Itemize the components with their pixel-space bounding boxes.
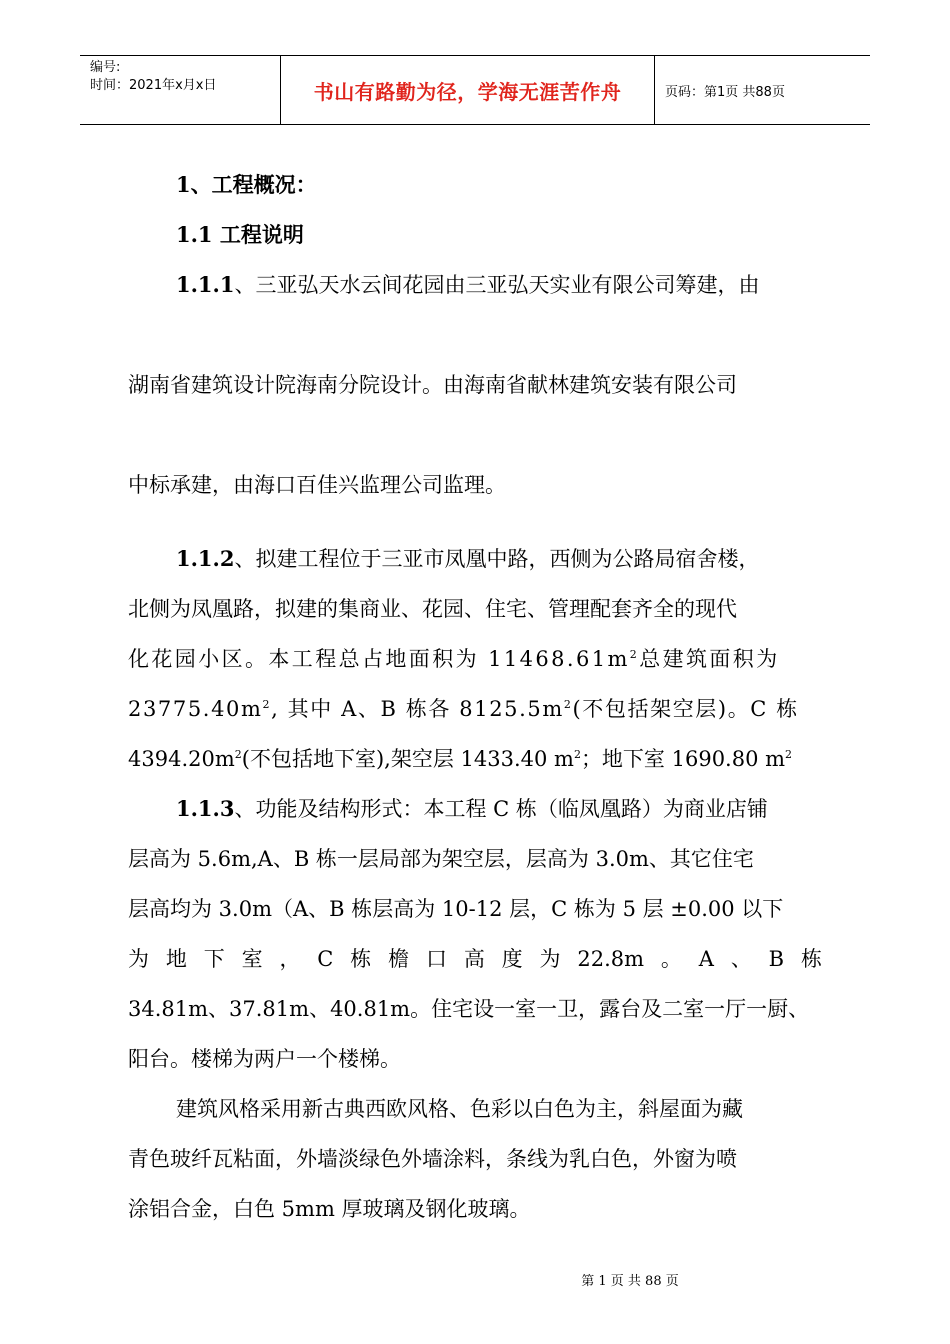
justified-token: 为	[539, 947, 561, 971]
justified-token: 下	[203, 947, 225, 971]
paragraph-line: 化花园小区。本工程总占地面积为 $11468.61m^2$总建筑面积为	[128, 647, 780, 671]
justified-token: 口	[425, 947, 447, 971]
justified-token: C	[317, 947, 334, 971]
justified-token: 、	[730, 947, 752, 971]
justified-token: 。	[660, 947, 682, 971]
section-heading: 1、工程概况：	[176, 172, 317, 197]
paragraph-line: 建筑风格采用新古典西欧风格、色彩以白色为主，斜屋面为藏	[176, 1097, 743, 1121]
paragraph-line: 层高为 5.6m,A、B 栋一层局部为架空层，层高为 3.0m、其它住宅	[128, 847, 754, 871]
justified-token: A	[698, 947, 714, 971]
document-time: 时间：2021年x月x日	[90, 78, 217, 93]
justified-token: 为	[128, 947, 149, 971]
justified-token: 22.8m	[577, 947, 645, 971]
page-footer: 第 1 页 共 88 页	[581, 1274, 679, 1289]
document-number-label: 编号:	[90, 60, 121, 75]
paragraph-line: 层高均为 3.0m（A、B 栋层高为 10-12 层，C 栋为 5 层 ±0.00 以下	[128, 897, 784, 921]
clause-number: 1.1.2	[176, 546, 235, 571]
header-slogan: 书山有路勤为径，学海无涯苦作舟	[281, 56, 655, 124]
justified-token: 栋	[350, 947, 372, 971]
clause-number: 1.1.1	[176, 272, 235, 297]
paragraph-line: 1.1.2、拟建工程位于三亚市凤凰中路，西侧为公路局宿舍楼，	[176, 546, 760, 571]
justified-token: 地	[165, 947, 187, 971]
subsection-heading: 1.1 工程说明	[176, 222, 304, 247]
paragraph-line: $4394.20m^2$(不包括地下室),架空层 1433.40 $m^2$；地下室 1690.80 $m^2$	[128, 747, 793, 771]
justified-token: ，	[279, 947, 301, 971]
paragraph-line: 涂铝合金，白色 5mm 厚玻璃及钢化玻璃。	[128, 1197, 531, 1221]
paragraph-line: 中标承建，由海口百佳兴监理公司监理。	[128, 473, 506, 497]
paragraph-line: 阳台。楼梯为两户一个楼梯。	[128, 1047, 401, 1071]
document-body	[128, 160, 822, 1234]
header-meta	[80, 56, 281, 124]
justified-token: 高	[463, 947, 485, 971]
paragraph-line: 北侧为凤凰路，拟建的集商业、花园、住宅、管理配套齐全的现代	[128, 597, 737, 621]
header-page-info: 页码：第1页 共88页	[665, 84, 785, 100]
paragraph-line-justified	[128, 934, 822, 984]
justified-token: 檐	[388, 947, 410, 971]
paragraph-line: $23775.40m^2$, 其中 A、B 栋各 $8125.5m^2$(不包括架空层)。C 栋	[128, 697, 799, 721]
paragraph-line: 34.81m、37.81m、40.81m。住宅设一室一卫，露台及二室一厅一厨、	[128, 997, 810, 1021]
clause-number: 1.1.3	[176, 796, 235, 821]
header-table	[80, 55, 870, 125]
justified-token: 室	[241, 947, 263, 971]
justified-token: 度	[501, 947, 523, 971]
justified-token: B	[768, 947, 785, 971]
paragraph-line: 1.1.1、三亚弘天水云间花园由三亚弘天实业有限公司筹建，由	[176, 272, 760, 297]
paragraph-line: 青色玻纤瓦粘面，外墙淡绿色外墙涂料，条线为乳白色，外窗为喷	[128, 1147, 737, 1171]
paragraph-line: 1.1.3、功能及结构形式：本工程 C 栋（临凤凰路）为商业店铺	[176, 796, 768, 821]
paragraph-line: 湖南省建筑设计院海南分院设计。由海南省献林建筑安装有限公司	[128, 373, 737, 397]
justified-token: 栋	[800, 947, 822, 971]
